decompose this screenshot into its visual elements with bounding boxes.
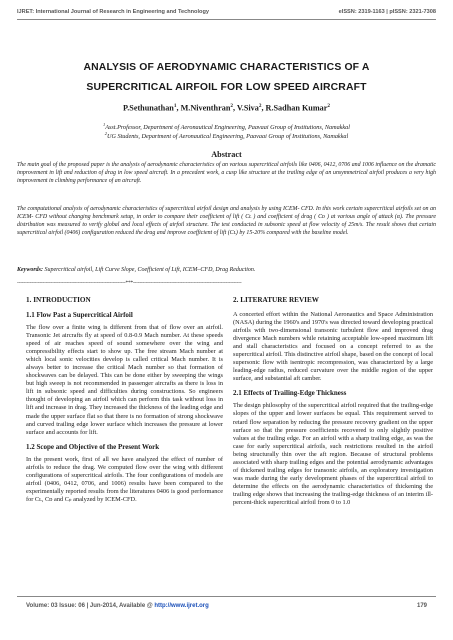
right-column xyxy=(233,296,433,513)
title-line-1: ANALYSIS OF AERODYNAMIC CHARACTERISTICS OF A xyxy=(83,62,370,73)
author-list xyxy=(17,103,436,113)
author-separator: , xyxy=(176,103,181,113)
author-separator: , xyxy=(232,103,237,113)
affil-2-mark: 2 xyxy=(104,131,107,136)
paragraph-2-1: The design philosophy of the supercritical airfoil required that the trailing-edge slopes of the upper and lower surfaces be equal. This requirement served to retard flow separation by reducing the pressure recovery gradient on the upper surface so that the pressure coefficients recovered to only slightly positive values at the trailing edge. For an airfoil with a sharp trailing edge, as was the case for early supercritical airfoils, such restrictions resulted in the airfoil being structurally thin over the aft region. Because of structural problems associated with sharp trailing edges and the potential aerodynamic advantages of thickened trailing edges for transonic airfoils, an exploratory investigation was made during the early development phases of the supercritical airfoil to determine the effects on the aerodynamic characteristics of thickening the trailing edge shows that increasing the trailing-edge thickness of an interim ill-percent-thick supercritical airfoil from 0 to 1.0 xyxy=(233,402,433,506)
abstract-paragraph-1: The main goal of the proposed paper is the analysis of aerodynamic characteristics of an various supercritical airfoils like 0406, 0412, 0706 and 1006 influence on the dramatic improvement in lift and reduction of drag in low speed aircraft. In a precedent work, a cusp like structure at the trailing edge of an unsymmetrical airfoil produces a very high improvement in climbing performance of an aircraft. xyxy=(17,162,436,185)
keywords-text: Supercritical airfoil, Lift Curve Slope, Coefficient of Lift, ICEM–CFD, Drag Reduction. xyxy=(43,267,256,273)
affiliation-2 xyxy=(17,130,436,141)
header-rule xyxy=(17,19,436,20)
subsection-heading-1-2: 1.2 Scope and Objective of the Present Work xyxy=(26,442,160,451)
section-divider: --------------------------------------------------------------------***-------------------------------------------------------------------- xyxy=(17,280,242,286)
affil-1-text: Asst.Professor, Department of Aeronautical Engineering, Paavaai Group of Institutions, Namakkal xyxy=(105,124,350,132)
paragraph-1-1: The flow over a finite wing is different from that of flow over an airfoil. Transonic Jet aircrafts fly at speed of 0.8-0.9 Mach number. At these speeds speed of air reaches speed of sound somewhere over the wing and compressibility effects start to show up. The free stream Mach number at which local sonic velocities develop is called critical Mach number. It is always better to increase the critical Mach number so that formation of shockwaves can be delayed. This can be done either by sweeping the wings but high sweep is not recommended in passenger aircrafts as there is loss in lift in subsonic speed and difficulties during constructions. So engineers thought of developing an airfoil which can perform this task without loss in lift and increase in drag. They increased the thickness of the leading edge and made the upper surface flat so that there is no formation of strong shockwave and curved trailing edge lower surface which increases the pressure at lower surface and accounts for lift. xyxy=(26,324,223,436)
author-2: M.Niventhran xyxy=(180,103,231,113)
paper-title xyxy=(40,58,413,98)
section-heading-introduction: 1. INTRODUCTION xyxy=(26,296,91,304)
affil-1-mark: 1 xyxy=(103,122,106,127)
author-4-affil-mark: 2 xyxy=(327,103,331,109)
author-3: V.Siva xyxy=(236,103,259,113)
left-column xyxy=(26,296,223,510)
page-number: 179 xyxy=(416,603,427,609)
journal-url-link[interactable]: http://www.ijret.org xyxy=(154,603,209,609)
keywords-label: Keywords: xyxy=(17,267,43,273)
keywords xyxy=(17,266,436,274)
paragraph-1-2: In the present work, first of all we have analyzed the effect of number of airfoils to reduce the drag. We computed flow over the wing with different configurations of supercritical airfoils. The four configurations of models are airfoil (0406, 0412, 0706, and 1006) results have been compared to the experimentally reported results from the literatures 0406 is good performance for Cʟ, Cᴅ and Cₚ analyzed by ICEM-CFD. xyxy=(26,455,223,503)
paragraph-2: A concerted effort within the National Aeronautics and Space Administration (NASA) during the 1960's and 1970's was directed toward developing practical airfoils with two-dimensional transonic turbulent flow and improved drag divergence Mach numbers while retaining acceptable low-speed maximum lift and stall characteristics and focused on a concept referred to as the supercritical airfoil. This distinctive airfoil shape, based on the concept of local supersonic flow with isentropic recompression, was characterized by a large leading-edge radius, reduced curvature over the middle region of the upper surface, and substantial aft camber. xyxy=(233,311,433,383)
author-1-affil-mark: 1 xyxy=(173,103,177,109)
subsection-heading-1-1: 1.1 Flow Past a Supercritical Airfoil xyxy=(26,311,133,319)
subsection-heading-2-1: 2.1 Effects of Trailing-Edge Thickness xyxy=(233,389,347,398)
section-heading-literature-review: 2. LITERATURE REVIEW xyxy=(233,296,319,304)
volume-info xyxy=(26,603,209,609)
abstract-heading: Abstract xyxy=(211,150,242,159)
issn: eISSN: 2319-1163 | pISSN: 2321-7308 xyxy=(338,9,436,15)
abstract-paragraph-2: The computational analysis of aerodynamic characteristics of supercritical airfoil design and analysis by using ICEM- CFD. In this work certain supercritical airfoils set on an ICEM- CFD without changing benchmark setup, in order to compare their coefficient of lift ( Cʟ ) and coefficient of drag ( Cᴅ ) at various angle of attack (α). The pressure distribution was measured to verify global and local effects of airfoil structure. The test conducted in subsonic speed at flow velocity of 25m/s. The result shows that certain supercritical airfoil (0406) configuration reduced the drag and improve coefficient of lift (Cʟ) by 15-20% compared with the baseline model. xyxy=(17,206,436,237)
affil-2-text: UG Students, Department of Aeronautical Engineering, Paavaai Group of Institutions, Namakkal xyxy=(106,133,349,141)
author-4: R.Sadhan Kumar xyxy=(265,103,328,113)
author-3-affil-mark: 2 xyxy=(258,103,262,109)
author-separator: , xyxy=(261,103,266,113)
title-line-2: SUPERCRITICAL AIRFOIL FOR LOW SPEED AIRCRAFT xyxy=(86,82,367,93)
author-2-affil-mark: 2 xyxy=(230,103,233,109)
volume-text: Volume: 03 Issue: 06 | Jun-2014, Available @ xyxy=(26,603,155,609)
footer-rule xyxy=(17,596,436,597)
journal-name: IJRET: International Journal of Research in Engineering and Technology xyxy=(17,9,209,15)
running-footer xyxy=(26,603,427,609)
running-header xyxy=(17,9,436,15)
author-1: P.Sethunathan xyxy=(122,103,174,113)
